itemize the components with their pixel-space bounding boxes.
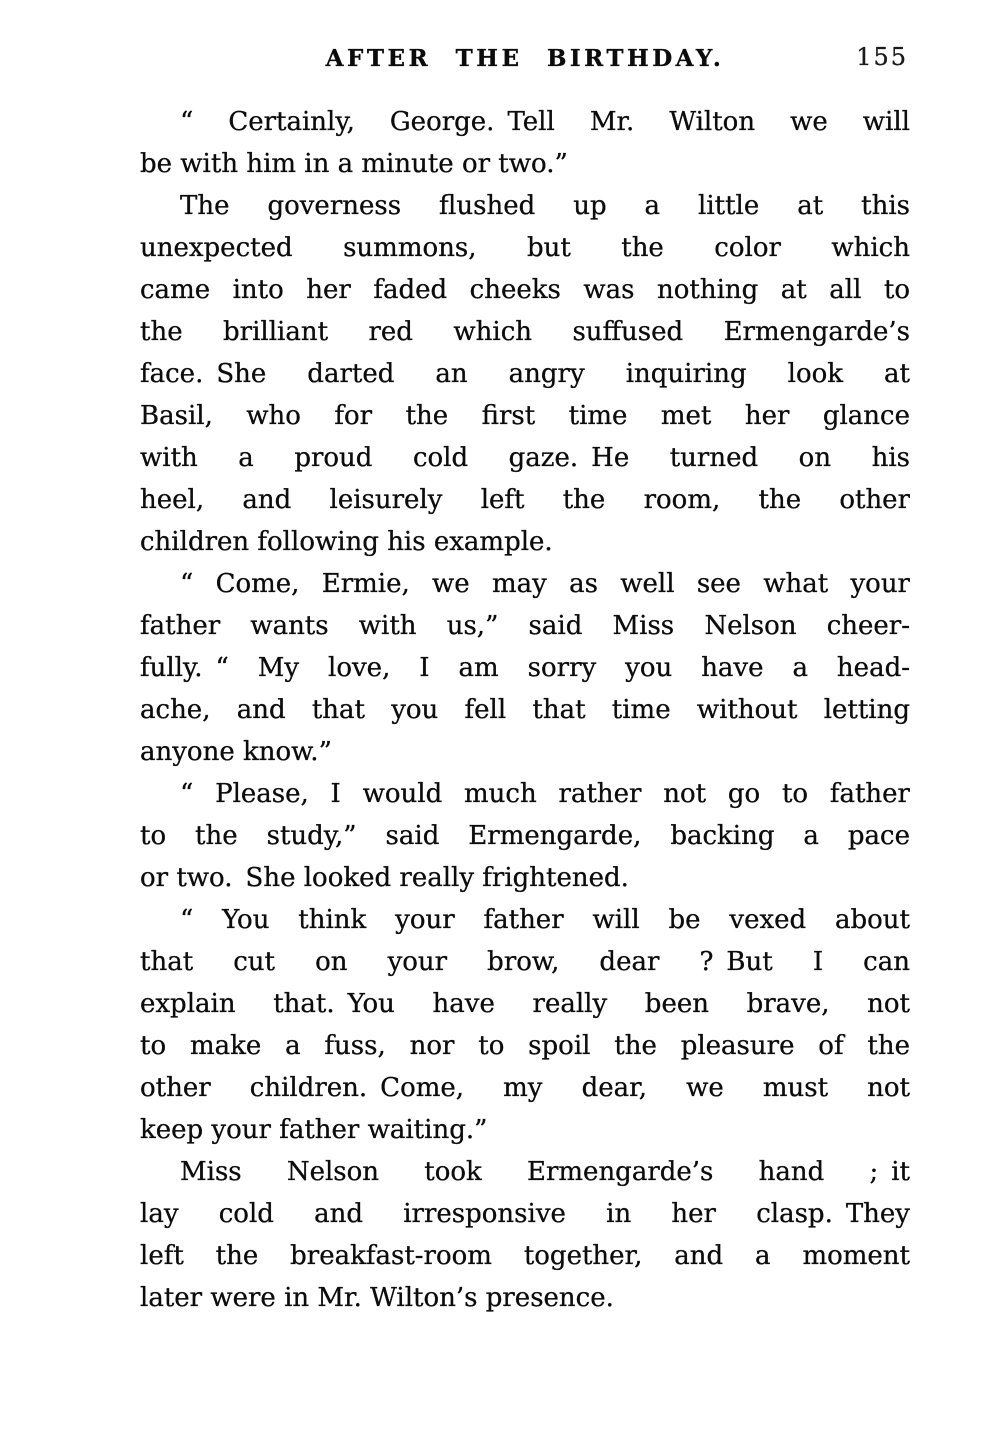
text-line: to the study,” said Ermengarde, backing a pace [140,821,910,851]
paragraph [140,773,910,899]
text-line: the brilliant red which suffused Ermengarde’s [140,317,910,347]
text-line: anyone know.” [140,737,332,767]
text-line: left the breakfast-room together, and a moment [140,1241,910,1271]
text-line: fully. “ My love, I am sorry you have a head- [140,653,910,683]
text-line: keep your father waiting.” [140,1115,488,1145]
page-body [140,101,910,1319]
paragraph [140,185,910,563]
running-title: AFTER THE BIRTHDAY. [325,45,725,72]
text-line: “ Come, Ermie, we may as well see what your [180,569,910,599]
page-number: 155 [856,43,908,71]
text-line: or two. She looked really frightened. [140,863,629,893]
text-line: “ You think your father will be vexed about [180,905,910,935]
text-line: came into her faded cheeks was nothing at all to [140,275,910,305]
text-line: Basil, who for the first time met her glance [140,401,910,431]
text-line: children following his example. [140,527,553,557]
text-line: with a proud cold gaze. He turned on his [140,443,910,473]
text-line: other children. Come, my dear, we must not [140,1073,910,1103]
text-line: be with him in a minute or two.” [140,149,568,179]
text-line: “ Please, I would much rather not go to father [180,779,910,809]
text-line: unexpected summons, but the color which [140,233,910,263]
paragraph [140,1151,910,1319]
text-line: heel, and leisurely left the room, the other [140,485,910,515]
running-head [140,45,910,79]
text-line: later were in Mr. Wilton’s presence. [140,1283,614,1313]
text-line: The governess flushed up a little at this [180,191,910,221]
text-line: that cut on your brow, dear ? But I can [140,947,910,977]
text-line: father wants with us,” said Miss Nelson cheer- [140,611,910,641]
text-line: ache, and that you fell that time without letting [140,695,910,725]
text-line: lay cold and irresponsive in her clasp. They [140,1199,910,1229]
paragraph [140,899,910,1151]
text-line: “ Certainly, George. Tell Mr. Wilton we will [180,107,910,137]
text-line: face. She darted an angry inquiring look at [140,359,910,389]
paragraph [140,563,910,773]
text-line: to make a fuss, nor to spoil the pleasure of the [140,1031,910,1061]
text-line: explain that. You have really been brave, not [140,989,910,1019]
text-line: Miss Nelson took Ermengarde’s hand ; it [180,1157,910,1187]
paragraph [140,101,910,185]
